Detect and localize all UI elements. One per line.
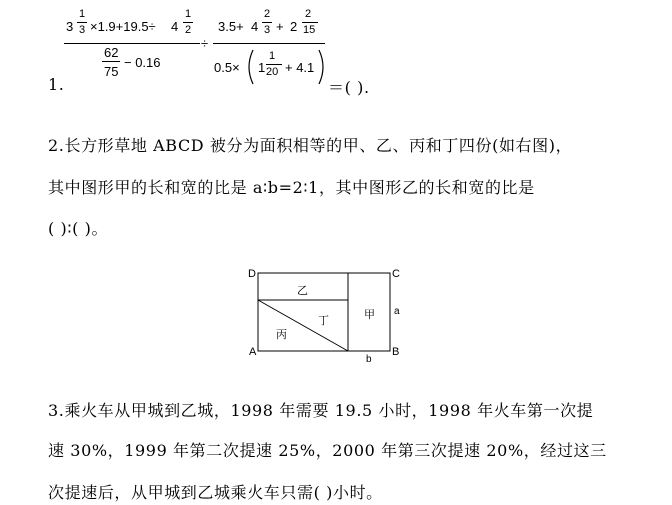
- q3-line-3: 次提速后，从甲城到乙城乘火车只需( )小时。: [48, 483, 383, 502]
- q1-num2-whole1: 4: [251, 19, 259, 34]
- q1-num2-frac2-num: 2: [305, 8, 312, 20]
- q1-main-fraction-bar-1: [64, 43, 200, 44]
- q1-num2-frac1-bar: [262, 22, 272, 23]
- q1-num1-frac2-den: 2: [185, 24, 192, 36]
- q2-rectangle-figure: [240, 262, 410, 368]
- q1-num2-frac1-den: 3: [264, 24, 271, 36]
- q3-line-2: 速 30%，1999 年第二次提速 25%，2000 年第三次提速 20%，经过这三: [48, 441, 607, 460]
- region-jia-label: 甲: [364, 309, 375, 321]
- corner-b-label: B: [392, 346, 400, 358]
- q1-num1-frac2-num: 1: [185, 8, 192, 20]
- q1-den1-frac-num: 62: [104, 45, 119, 60]
- side-a-label: a: [394, 306, 400, 317]
- corner-c-label: C: [392, 268, 400, 280]
- q1-main-fraction-bar-2: [213, 43, 325, 44]
- q1-num1-frac2-bar: [183, 22, 193, 23]
- q1-num1-whole1: 3: [66, 19, 74, 34]
- q1-num2-frac2-den: 15: [303, 24, 316, 36]
- q2-line-1: 2.长方形草地 ABCD 被分为面积相等的甲、乙、丙和丁四份(如右图)，: [48, 136, 573, 155]
- region-bing-label: 丙: [276, 329, 287, 341]
- q1-num1-whole2: 4: [171, 19, 179, 34]
- region-ding-label: 丁: [318, 315, 329, 327]
- q1-num2-text1: 3.5+: [218, 19, 244, 34]
- q1-num1-frac1-num: 1: [79, 8, 86, 20]
- q3-line-1: 3.乘火车从甲城到乙城，1998 年需要 19.5 小时，1998 年火车第一次提: [48, 401, 594, 420]
- q1-den2-text1: 0.5×: [214, 60, 240, 75]
- corner-a-label: A: [249, 346, 257, 358]
- q1-den2-frac-den: 20: [266, 66, 279, 78]
- q1-den2-whole: 1: [258, 60, 266, 75]
- q1-num1-frac1-bar: [77, 22, 87, 23]
- q1-number: 1.: [48, 75, 65, 94]
- corner-d-label: D: [248, 268, 256, 280]
- q1-num2-whole2: 2: [290, 19, 298, 34]
- q1-den1-text: − 0.16: [124, 55, 161, 70]
- region-yi-label: 乙: [297, 285, 308, 297]
- q1-den2-frac-bar: [266, 64, 282, 65]
- q1-num1-text: ×1.9+19.5÷: [90, 19, 156, 34]
- q1-den1-frac-den: 75: [104, 64, 119, 79]
- q1-num2-text2: +: [276, 19, 284, 34]
- q1-num2-frac1-num: 2: [264, 8, 271, 20]
- q1-divide-sign: ÷: [201, 36, 209, 51]
- q1-num2-frac2-bar: [302, 22, 318, 23]
- side-b-label: b: [366, 354, 372, 365]
- q1-den2-text2: + 4.1: [285, 60, 315, 75]
- q1-den1-frac-bar: [102, 61, 120, 62]
- divider-diagonal: [258, 300, 348, 351]
- q1-num1-frac1-den: 3: [79, 24, 86, 36]
- q2-line-3: ( )∶( )。: [48, 219, 109, 238]
- q1-den2-frac-num: 1: [269, 50, 276, 62]
- q2-line-2: 其中图形甲的长和宽的比是 a∶b=2∶1，其中图形乙的长和宽的比是: [48, 178, 535, 197]
- q1-answer-blank: ＝( ).: [328, 78, 370, 97]
